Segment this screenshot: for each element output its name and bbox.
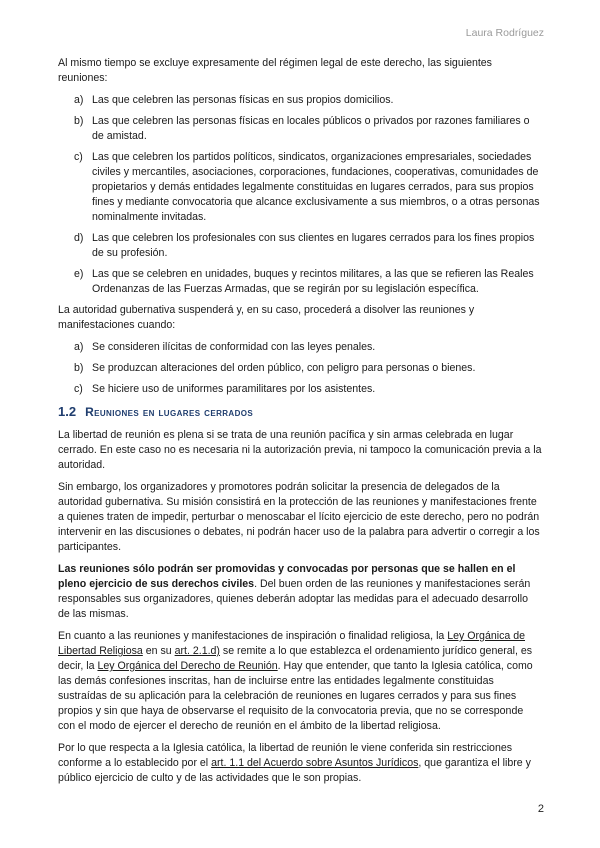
list-item: [58, 231, 542, 261]
excluded-meetings-list: [58, 93, 542, 297]
paragraph-text: . Del buen orden de las reuniones y manifestaciones serán responsables sus organizadores, quienes deberán adoptar las medidas para el adecuado desarrollo de las mismas.: [58, 578, 531, 620]
paragraph-organizers: [58, 562, 542, 622]
paragraph-text: , que garantiza el libre y público ejercicio de culto y de las actividades que le son propias.: [58, 757, 531, 784]
list-marker: b): [74, 362, 84, 374]
paragraph-text: Por lo que respecta a la Iglesia católica, la libertad de reunión le viene conferida sin restricciones conforme a lo establecido por el: [58, 742, 513, 769]
section-number: 1.2: [58, 404, 77, 419]
list-marker: b): [74, 115, 84, 127]
list-marker: c): [74, 151, 83, 163]
list-item-text: Las que celebren las personas físicas en locales públicos o privados por razones familiares o de amistad.: [92, 115, 530, 142]
list-item-text: Las que celebren las personas físicas en sus propios domicilios.: [92, 94, 394, 106]
list-item: [58, 93, 542, 108]
list-item: [58, 382, 542, 397]
section-heading: [58, 404, 542, 420]
list-item-text: Las que se celebren en unidades, buques y recintos militares, a las que se refieren las Reales Ordenanzas de las Fuerzas Armadas, que se regirán por su legislación específica.: [92, 268, 534, 295]
list-item-text: Se consideren ilícitas de conformidad con las leyes penales.: [92, 341, 376, 353]
list-marker: d): [74, 232, 84, 244]
list-marker: e): [74, 268, 84, 280]
list-item: [58, 150, 542, 225]
list-item: [58, 361, 542, 376]
list-marker: a): [74, 341, 84, 353]
list-marker: c): [74, 383, 83, 395]
paragraph-text: en su: [142, 645, 175, 657]
list-marker: a): [74, 94, 84, 106]
list-item-text: Las que celebren los profesionales con sus clientes en lugares cerrados para los fines propios de su profesión.: [92, 232, 535, 259]
list-item-text: Se produzcan alteraciones del orden público, con peligro para personas o bienes.: [92, 362, 476, 374]
list-item-text: Las que celebren los partidos políticos, sindicatos, organizaciones empresariales, sociedades civiles y mercantiles, asociaciones, corporaciones, fundaciones, cooperativas, comunidades de propietarios y demás entidades legalmente constituidas en lugares cerrados, para sus propios fines y mediante convocatoria que alcance exclusivamente a sus miembros, o a otras personas nominalmente invitadas.: [92, 151, 540, 223]
paragraph-delegates: Sin embargo, los organizadores y promotores podrán solicitar la presencia de delegados de la autoridad gubernativa. Su misión consistirá en la protección de las reuniones y manifestaciones frente a quienes traten de impedir, perturbar o menoscabar el lícito ejercicio de este derecho, pero no podrán intervenir en las discusiones o debates, ni podrán hacer uso de la palabra para advertir o corregir a los participantes.: [58, 481, 540, 553]
link-acuerdo-asuntos-juridicos[interactable]: art. 1.1 del Acuerdo sobre Asuntos Jurídicos: [211, 757, 419, 769]
list-item-text: Se hiciere uso de uniformes paramilitares por los asistentes.: [92, 383, 376, 395]
list-item: [58, 114, 542, 144]
bold-statement: Las reuniones sólo podrán ser promovidas y convocadas por personas que se hallen en el pleno ejercicio de sus derechos civiles: [58, 563, 516, 590]
link-ley-derecho-reunion[interactable]: Ley Orgánica del Derecho de Reunión: [97, 660, 278, 672]
list-item: [58, 340, 542, 355]
document-body: [58, 56, 542, 793]
list-item: [58, 267, 542, 297]
paragraph-text: se remite a lo que establezca el ordenamiento jurídico general, es decir, la: [58, 645, 533, 672]
paragraph-text: En cuanto a las reuniones y manifestaciones de inspiración o finalidad religiosa, la: [58, 630, 448, 642]
section-title: Reuniones en lugares cerrados: [85, 405, 254, 419]
suspension-conditions-list: [58, 340, 542, 397]
suspension-paragraph: La autoridad gubernativa suspenderá y, en su caso, procederá a disolver las reuniones y manifestaciones cuando:: [58, 304, 475, 331]
paragraph-text: . Hay que entender, que tanto la Iglesia católica, como las demás confesiones inscritas, han de incluirse entre las entidades legalmente constituidas sustraídas de su aplicación para la celebración de reuniones en lugares cerrados y para sus fines propios y sin que haya de observarse el requisito de la convocatoria previa, que no se corresponde con el modo de ejercer el derecho de reunión en el ámbito de la libertad religiosa.: [58, 660, 533, 732]
link-ley-libertad-religiosa[interactable]: Ley Orgánica de Libertad Religiosa: [58, 630, 526, 657]
header-author: Laura Rodríguez: [465, 27, 544, 39]
paragraph-closed-places: La libertad de reunión es plena si se trata de una reunión pacífica y sin armas celebrada en lugar cerrado. En este caso no es necesaria ni la autorización previa, ni tampoco la comunicación previa a la autoridad.: [58, 429, 542, 471]
page-number: 2: [537, 803, 544, 815]
paragraph-religious: [58, 629, 542, 734]
paragraph-catholic-church: [58, 741, 542, 786]
link-art-2-1-d[interactable]: art. 2.1.d): [174, 645, 220, 657]
intro-paragraph: Al mismo tiempo se excluye expresamente del régimen legal de este derecho, las siguientes reuniones:: [58, 57, 492, 84]
